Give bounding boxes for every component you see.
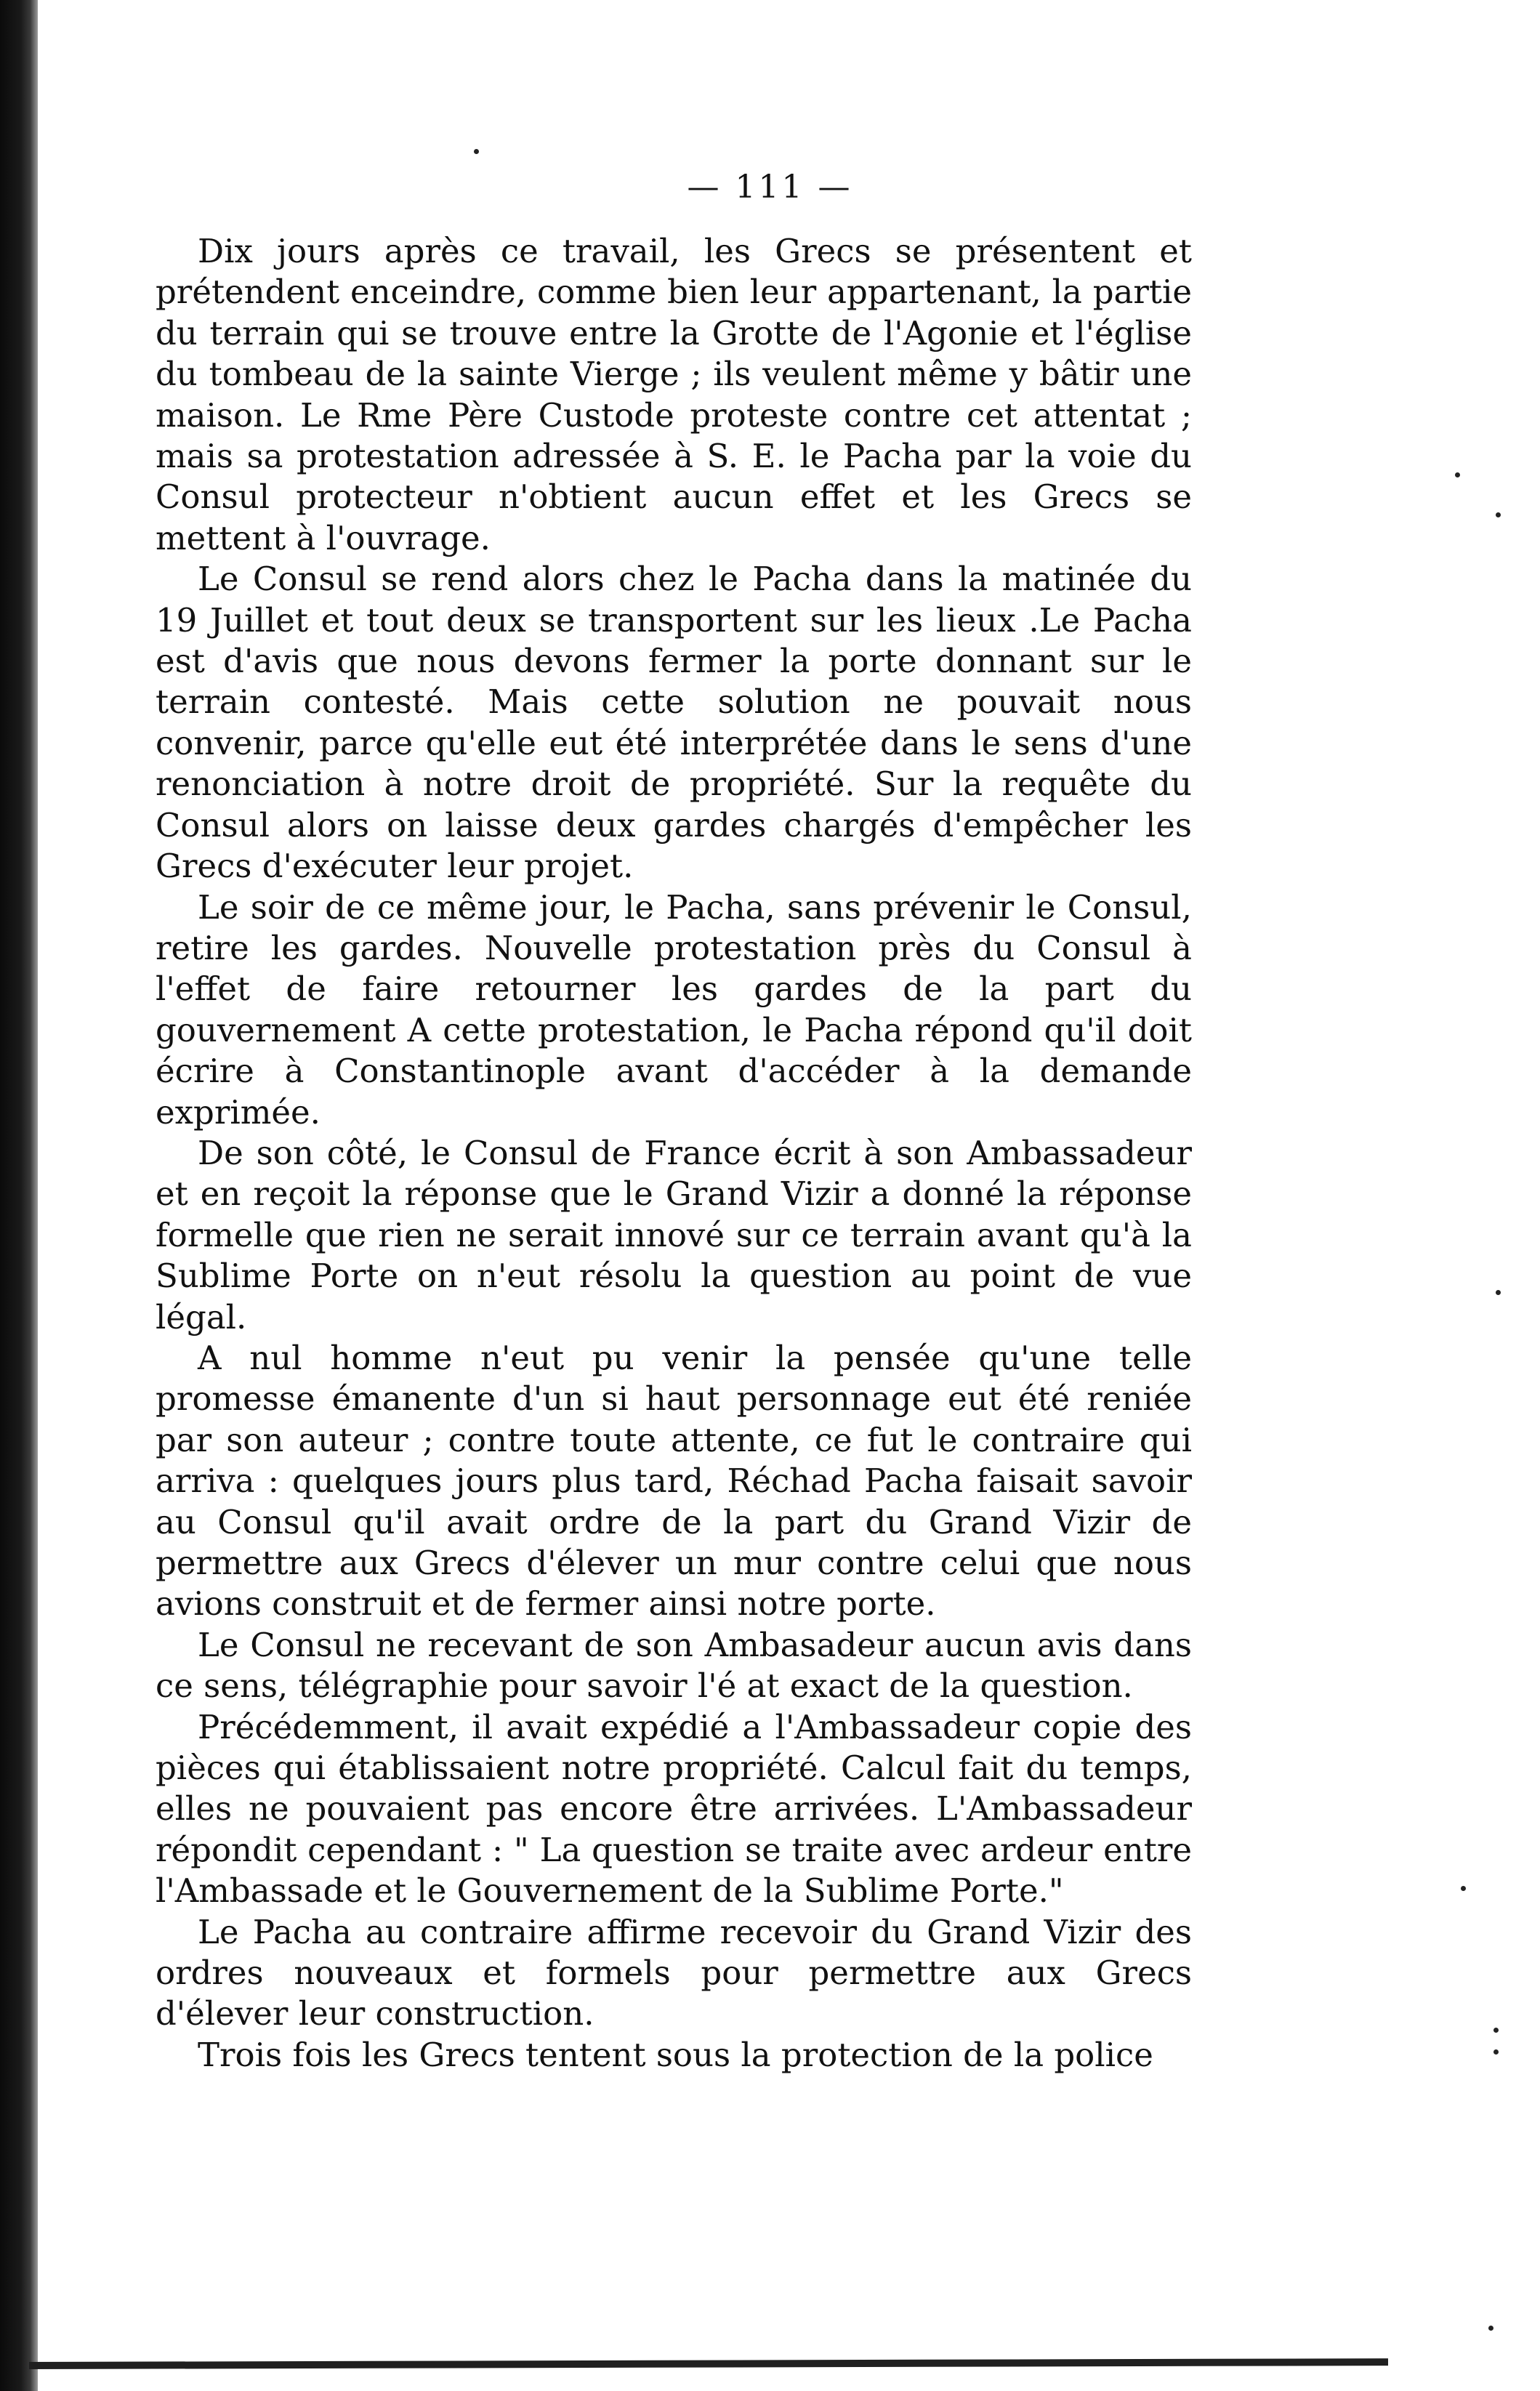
paragraph: De son côté, le Consul de France écrit à son Ambassadeur et en reçoit la réponse que le Grand Vizir a donné la réponse formelle que rien ne serait innové sur ce terrain avant qu'à la Sublime Porte on n'eut résolu la question au point de vue légal.	[156, 1133, 1192, 1336]
scan-speck	[1496, 1290, 1501, 1295]
paragraph: Dix jours après ce travail, les Grecs se présentent et prétendent enceindre, comme bien leur appartenant, la partie du terrain qui se trouve entre la Grotte de l'Agonie et l'église du tombeau de la sainte Vierge ; ils veulent même y bâtir une maison. Le Rme Père Custode proteste contre cet attentat ; mais sa protestation adressée à S. E. le Pacha par la voie du Consul protecteur n'obtient aucun effet et les Grecs se mettent à l'ouvrage.	[156, 232, 1192, 557]
paragraph: A nul homme n'eut pu venir la pensée qu'une telle promesse émanente d'un si haut personnage eut été reniée par son auteur ; contre toute attente, ce fut le contraire qui arriva : quelques jours plus tard, Réchad Pacha faisait savoir au Consul qu'il avait ordre de la part du Grand Vizir de permettre aux Grecs d'élever un mur contre celui que nous avions construit et de fermer ainsi notre porte.	[156, 1338, 1192, 1624]
scan-bottom-edge	[29, 2358, 1388, 2369]
scan-speck	[1496, 512, 1501, 517]
scan-left-edge	[0, 0, 38, 2391]
scan-speck	[1488, 2326, 1493, 2331]
scan-speck	[1493, 2028, 1499, 2033]
scan-speck	[1461, 1886, 1466, 1891]
page-body	[156, 231, 1192, 2076]
paragraph: Précédemment, il avait expédié a l'Ambassadeur copie des pièces qui établissaient notre propriété. Calcul fait du temps, elles ne pouvaient pas encore être arrivées. L'Ambassadeur répondit cependant : " La question se traite avec ardeur entre l'Ambassade et le Gouvernement de la Sublime Porte."	[156, 1707, 1192, 1911]
scan-speck	[1455, 472, 1460, 477]
scan-speck	[1493, 2049, 1499, 2055]
page-number: — 111 —	[687, 169, 853, 206]
paragraph: Le Pacha au contraire affirme recevoir du Grand Vizir des ordres nouveaux et formels pour permettre aux Grecs d'élever leur construction.	[156, 1912, 1192, 2033]
scan-speck	[474, 149, 479, 154]
paragraph: Le Consul se rend alors chez le Pacha dans la matinée du 19 Juillet et tout deux se transportent sur les lieux .Le Pacha est d'avis que nous devons fermer la porte donnant sur le terrain contesté. Mais cette solution ne pouvait nous convenir, parce qu'elle eut été interprétée dans le sens d'une renonciation à notre droit de propriété. Sur la requête du Consul alors on laisse deux gardes chargés d'empêcher les Grecs d'exécuter leur projet.	[156, 560, 1192, 886]
paragraph: Le soir de ce même jour, le Pacha, sans prévenir le Consul, retire les gardes. Nouvelle protestation près du Consul à l'effet de faire retourner les gardes de la part du gouvernement A cette protestation, le Pacha répond qu'il doit écrire à Constantinople avant d'accéder à la demande exprimée.	[156, 887, 1192, 1132]
paragraph: Trois fois les Grecs tentent sous la protection de la police	[198, 2035, 1153, 2074]
paragraph: Le Consul ne recevant de son Ambasadeur aucun avis dans ce sens, télégraphie pour savoir l'é at exact de la question.	[156, 1625, 1192, 1706]
